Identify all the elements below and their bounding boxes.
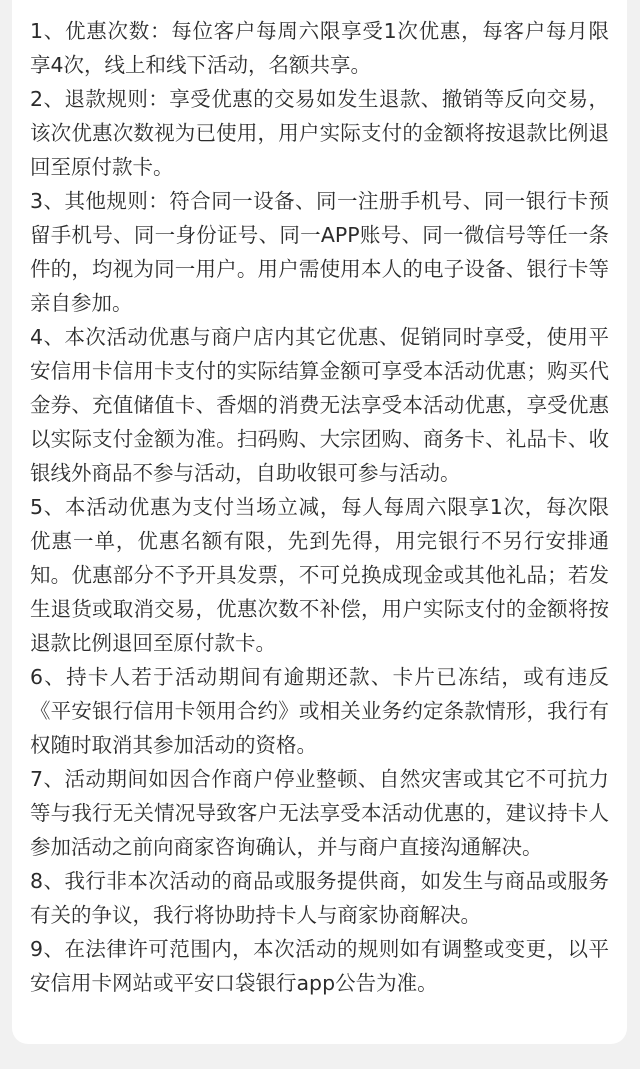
rule-item-2: 2、退款规则：享受优惠的交易如发生退款、撤销等反向交易，该次优惠次数视为已使用，用户实际支付的金额将按退款比例退回至原付款卡。 — [30, 87, 609, 179]
rule-item-5: 5、本活动优惠为支付当场立减，每人每周六限享1次，每次限优惠一单，优惠名额有限，先到先得，用完银行不另行安排通知。优惠部分不予开具发票，不可兑换成现金或其他礼品；若发生退货或取消交易，优惠次数不补偿，用户实际支付的金额将按退款比例退回至原付款卡。 — [30, 495, 609, 655]
rule-item-7: 7、活动期间如因合作商户停业整顿、自然灾害或其它不可抗力等与我行无关情况导致客户无法享受本活动优惠的，建议持卡人参加活动之前向商家咨询确认，并与商户直接沟通解决。 — [30, 767, 609, 859]
rules-card — [12, 0, 627, 1044]
rule-item-9: 9、在法律许可范围内，本次活动的规则如有调整或变更，以平安信用卡网站或平安口袋银行app公告为准。 — [30, 937, 609, 995]
rule-item-8: 8、我行非本次活动的商品或服务提供商，如发生与商品或服务有关的争议，我行将协助持卡人与商家协商解决。 — [30, 869, 609, 927]
rule-item-3: 3、其他规则：符合同一设备、同一注册手机号、同一银行卡预留手机号、同一身份证号、同一APP账号、同一微信号等任一条件的，均视为同一用户。用户需使用本人的电子设备、银行卡等亲自参加。 — [30, 189, 609, 315]
rule-item-6: 6、持卡人若于活动期间有逾期还款、卡片已冻结，或有违反《平安银行信用卡领用合约》或相关业务约定条款情形，我行有权随时取消其参加活动的资格。 — [30, 665, 609, 757]
rule-item-4: 4、本次活动优惠与商户店内其它优惠、促销同时享受，使用平安信用卡信用卡支付的实际结算金额可享受本活动优惠；购买代金券、充值储值卡、香烟的消费无法享受本活动优惠，享受优惠以实际支付金额为准。扫码购、大宗团购、商务卡、礼品卡、收银线外商品不参与活动，自助收银可参与活动。 — [30, 325, 609, 485]
rule-item-1: 1、优惠次数：每位客户每周六限享受1次优惠，每客户每月限享4次，线上和线下活动，名额共享。 — [30, 19, 609, 77]
